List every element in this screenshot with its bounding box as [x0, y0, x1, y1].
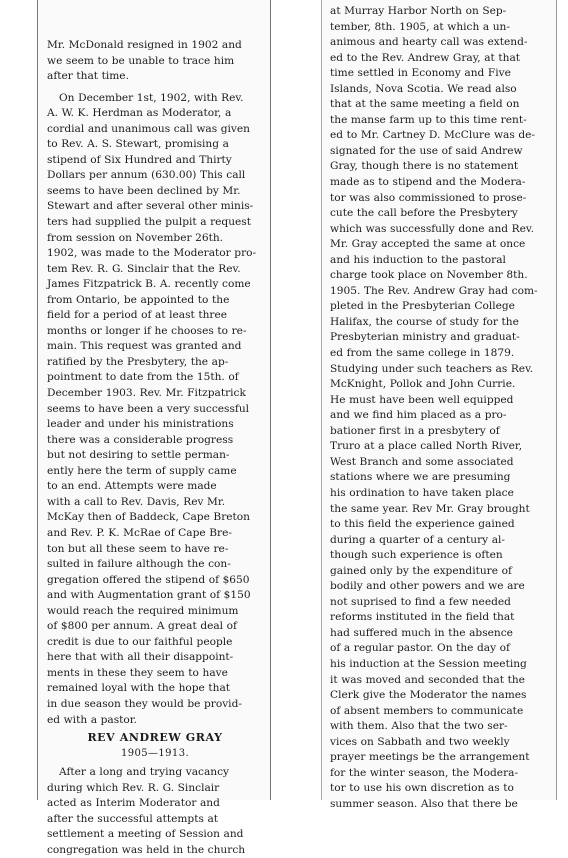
text-line: charge took place on November 8th.	[330, 269, 528, 282]
text-line: 1905. The Rev. Andrew Gray had com-	[330, 284, 538, 297]
text-line: and Rev. P. K. McRae of Cape Bre-	[47, 526, 232, 539]
text-line: of $800 per annum. A great deal of	[47, 620, 237, 633]
text-line: James Fitzpatrick B. A. recently come	[47, 278, 251, 291]
text-line: gregation offered the stipend of $650	[47, 573, 250, 586]
text-line: Halifax, the course of study for the	[330, 315, 519, 328]
text-line: after that time.	[47, 70, 129, 83]
text-line: with them. Also that the two ser-	[330, 720, 508, 733]
text-line: stations where we are presuming	[330, 471, 511, 484]
text-line: pointment to date from the 15th. of	[47, 371, 239, 384]
paragraph-murray-harbor-call	[330, 4, 546, 812]
text-line: cute the call before the Presbytery	[330, 207, 518, 220]
text-line: Dollars per annum (630.00) This call	[47, 169, 246, 182]
text-line: his ordination to have taken place	[330, 486, 514, 499]
text-line: that at the same meeting a field on	[330, 98, 520, 111]
text-line: of absent members to communicate	[330, 704, 524, 717]
section-years: 1905—1913.	[120, 748, 190, 760]
text-line: bodily and other powers and we are	[330, 580, 525, 593]
right-column	[321, 0, 557, 810]
text-line: ed to Mr. Cartney D. McClure was de-	[330, 129, 535, 142]
text-line: in due season they would be provid-	[47, 697, 242, 710]
text-line: ton but all these seem to have re-	[47, 542, 229, 555]
text-line: Mr. McDonald resigned in 1902 and	[47, 39, 242, 51]
text-line: during which Rev. R. G. Sinclair	[47, 781, 220, 794]
text-line: the same year. Rev Mr. Gray brought	[330, 502, 530, 515]
text-line: Stewart and after several other minis-	[47, 200, 254, 213]
text-line: would reach the required minimum	[47, 604, 239, 617]
text-line: tor to use his own discretion as to	[330, 782, 514, 795]
text-line: at Murray Harbor North on Sep-	[330, 5, 507, 17]
text-line: main. This request was granted and	[47, 340, 242, 353]
text-line: ently here the term of supply came	[47, 464, 237, 477]
text-line: made as to stipend and the Modera-	[330, 176, 526, 189]
text-line: and with Augmentation grant of $150	[47, 589, 251, 602]
text-line: from session on November 26th.	[47, 231, 224, 244]
text-line: leader and under his ministrations	[47, 418, 234, 431]
text-line: seems to have been a very successful	[47, 402, 250, 415]
text-line: time settled in Economy and Five	[330, 67, 511, 80]
text-line: not suprised to find a few needed	[330, 595, 511, 608]
left-column	[37, 0, 271, 856]
paragraph-vacancy	[47, 765, 263, 858]
text-line: Islands, Nova Scotia. We read also	[330, 82, 517, 95]
text-line: for the winter season, the Modera-	[330, 766, 519, 779]
text-line: Clerk give the Moderator the names	[330, 689, 527, 702]
text-line: ed with a pastor.	[47, 713, 138, 726]
text-line: field for a period of at least three	[47, 309, 228, 322]
paragraph-mcdonald-resigned	[47, 38, 263, 85]
text-line: 1902, was made to the Moderator pro-	[47, 247, 257, 260]
text-line: tember, 8th. 1905, at which a un-	[330, 20, 510, 33]
text-line: gained only by the expenditure of	[330, 564, 512, 577]
section-heading: REV ANDREW GRAY	[87, 731, 223, 745]
text-line: and we find him placed as a pro-	[330, 409, 507, 422]
text-line: here that with all their disappoint-	[47, 651, 234, 664]
text-line: McKay then of Baddeck, Cape Breton	[47, 511, 251, 524]
text-line: with a call to Rev. Davis, Rev Mr.	[47, 495, 226, 508]
text-line: credit is due to our faithful people	[47, 635, 233, 648]
text-line: He must have been well equipped	[330, 393, 514, 406]
text-line: On December 1st, 1902, with Rev.	[59, 91, 244, 104]
paragraph-december-call	[47, 91, 263, 728]
text-line: his induction at the Session meeting	[330, 657, 527, 670]
text-line: ratified by the Presbytery, the ap-	[47, 355, 229, 368]
text-line: ters had supplied the pulpit a request	[47, 216, 251, 229]
text-line: congregation was held in the church	[47, 843, 246, 856]
text-line: prayer meetings be the arrangement	[330, 751, 530, 764]
text-line: Presbyterian ministry and graduat-	[330, 331, 520, 344]
text-line: to an end. Attempts were made	[47, 480, 217, 493]
text-line: it was moved and seconded that the	[330, 673, 525, 686]
text-line: stipend of Six Hundred and Thirty	[47, 153, 232, 166]
text-line: during a quarter of a century al-	[330, 533, 506, 546]
text-line: settlement a meeting of Session and	[47, 828, 244, 841]
text-line: months or longer if he chooses to re-	[47, 324, 247, 337]
text-line: vices on Sabbath and two weekly	[330, 735, 510, 748]
text-line: had suffered much in the absence	[330, 626, 513, 639]
text-line: but not desiring to settle perman-	[47, 449, 230, 462]
text-line: reforms instituted in the field that	[330, 611, 515, 624]
text-line: McKnight, Pollok and John Currie.	[330, 378, 516, 391]
text-line: Mr. Gray accepted the same at once	[330, 238, 526, 251]
text-line: after the successful attempts at	[47, 812, 219, 825]
text-line: ed from the same college in 1879.	[330, 347, 515, 360]
text-line: to Rev. A. S. Stewart, promising a	[47, 138, 229, 151]
text-line: we seem to be unable to trace him	[47, 54, 235, 67]
text-line: the manse farm up to this time rent-	[330, 113, 527, 126]
text-line: there was a considerable progress	[47, 433, 234, 446]
text-line: summer season. Also that there be	[330, 797, 518, 810]
text-line: of a regular pastor. On the day of	[330, 642, 510, 655]
text-line: remained loyal with the hope that	[47, 682, 231, 695]
text-line: from Ontario, be appointed to the	[47, 293, 230, 306]
text-line: though such experience is often	[330, 549, 503, 562]
text-line: Studying under such teachers as Rev.	[330, 362, 534, 375]
text-line: bationer first in a presbytery of	[330, 424, 500, 437]
text-line: A. W. K. Herdman as Moderator, a	[47, 107, 232, 120]
text-line: December 1903. Rev. Mr. Fitzpatrick	[47, 387, 246, 400]
text-line: Truro at a place called North River,	[330, 440, 523, 453]
text-line: pleted in the Presbyterian College	[330, 300, 515, 313]
text-line: tor was also commissioned to prose-	[330, 191, 527, 204]
text-line: cordial and unanimous call was given	[47, 122, 250, 135]
text-line: ments in these they seem to have	[47, 666, 228, 679]
text-line: and his induction to the pastoral	[330, 253, 506, 266]
text-line: acted as Interim Moderator and	[47, 797, 220, 810]
text-line: After a long and trying vacancy	[59, 766, 230, 779]
text-line: animous and hearty call was extend-	[330, 36, 528, 49]
text-line: seems to have been declined by Mr.	[47, 184, 241, 197]
text-line: sulted in failure although the con-	[47, 558, 231, 571]
text-line: to this field the experience gained	[330, 518, 515, 531]
text-line: signated for the use of said Andrew	[330, 144, 523, 157]
text-line: tem Rev. R. G. Sinclair that the Rev.	[47, 262, 241, 275]
text-line: which was successfully done and Rev.	[330, 222, 534, 235]
text-line: ed to the Rev. Andrew Gray, at that	[330, 51, 521, 64]
text-line: West Branch and some associated	[330, 455, 514, 468]
text-line: Gray, though there is no statement	[330, 160, 519, 173]
